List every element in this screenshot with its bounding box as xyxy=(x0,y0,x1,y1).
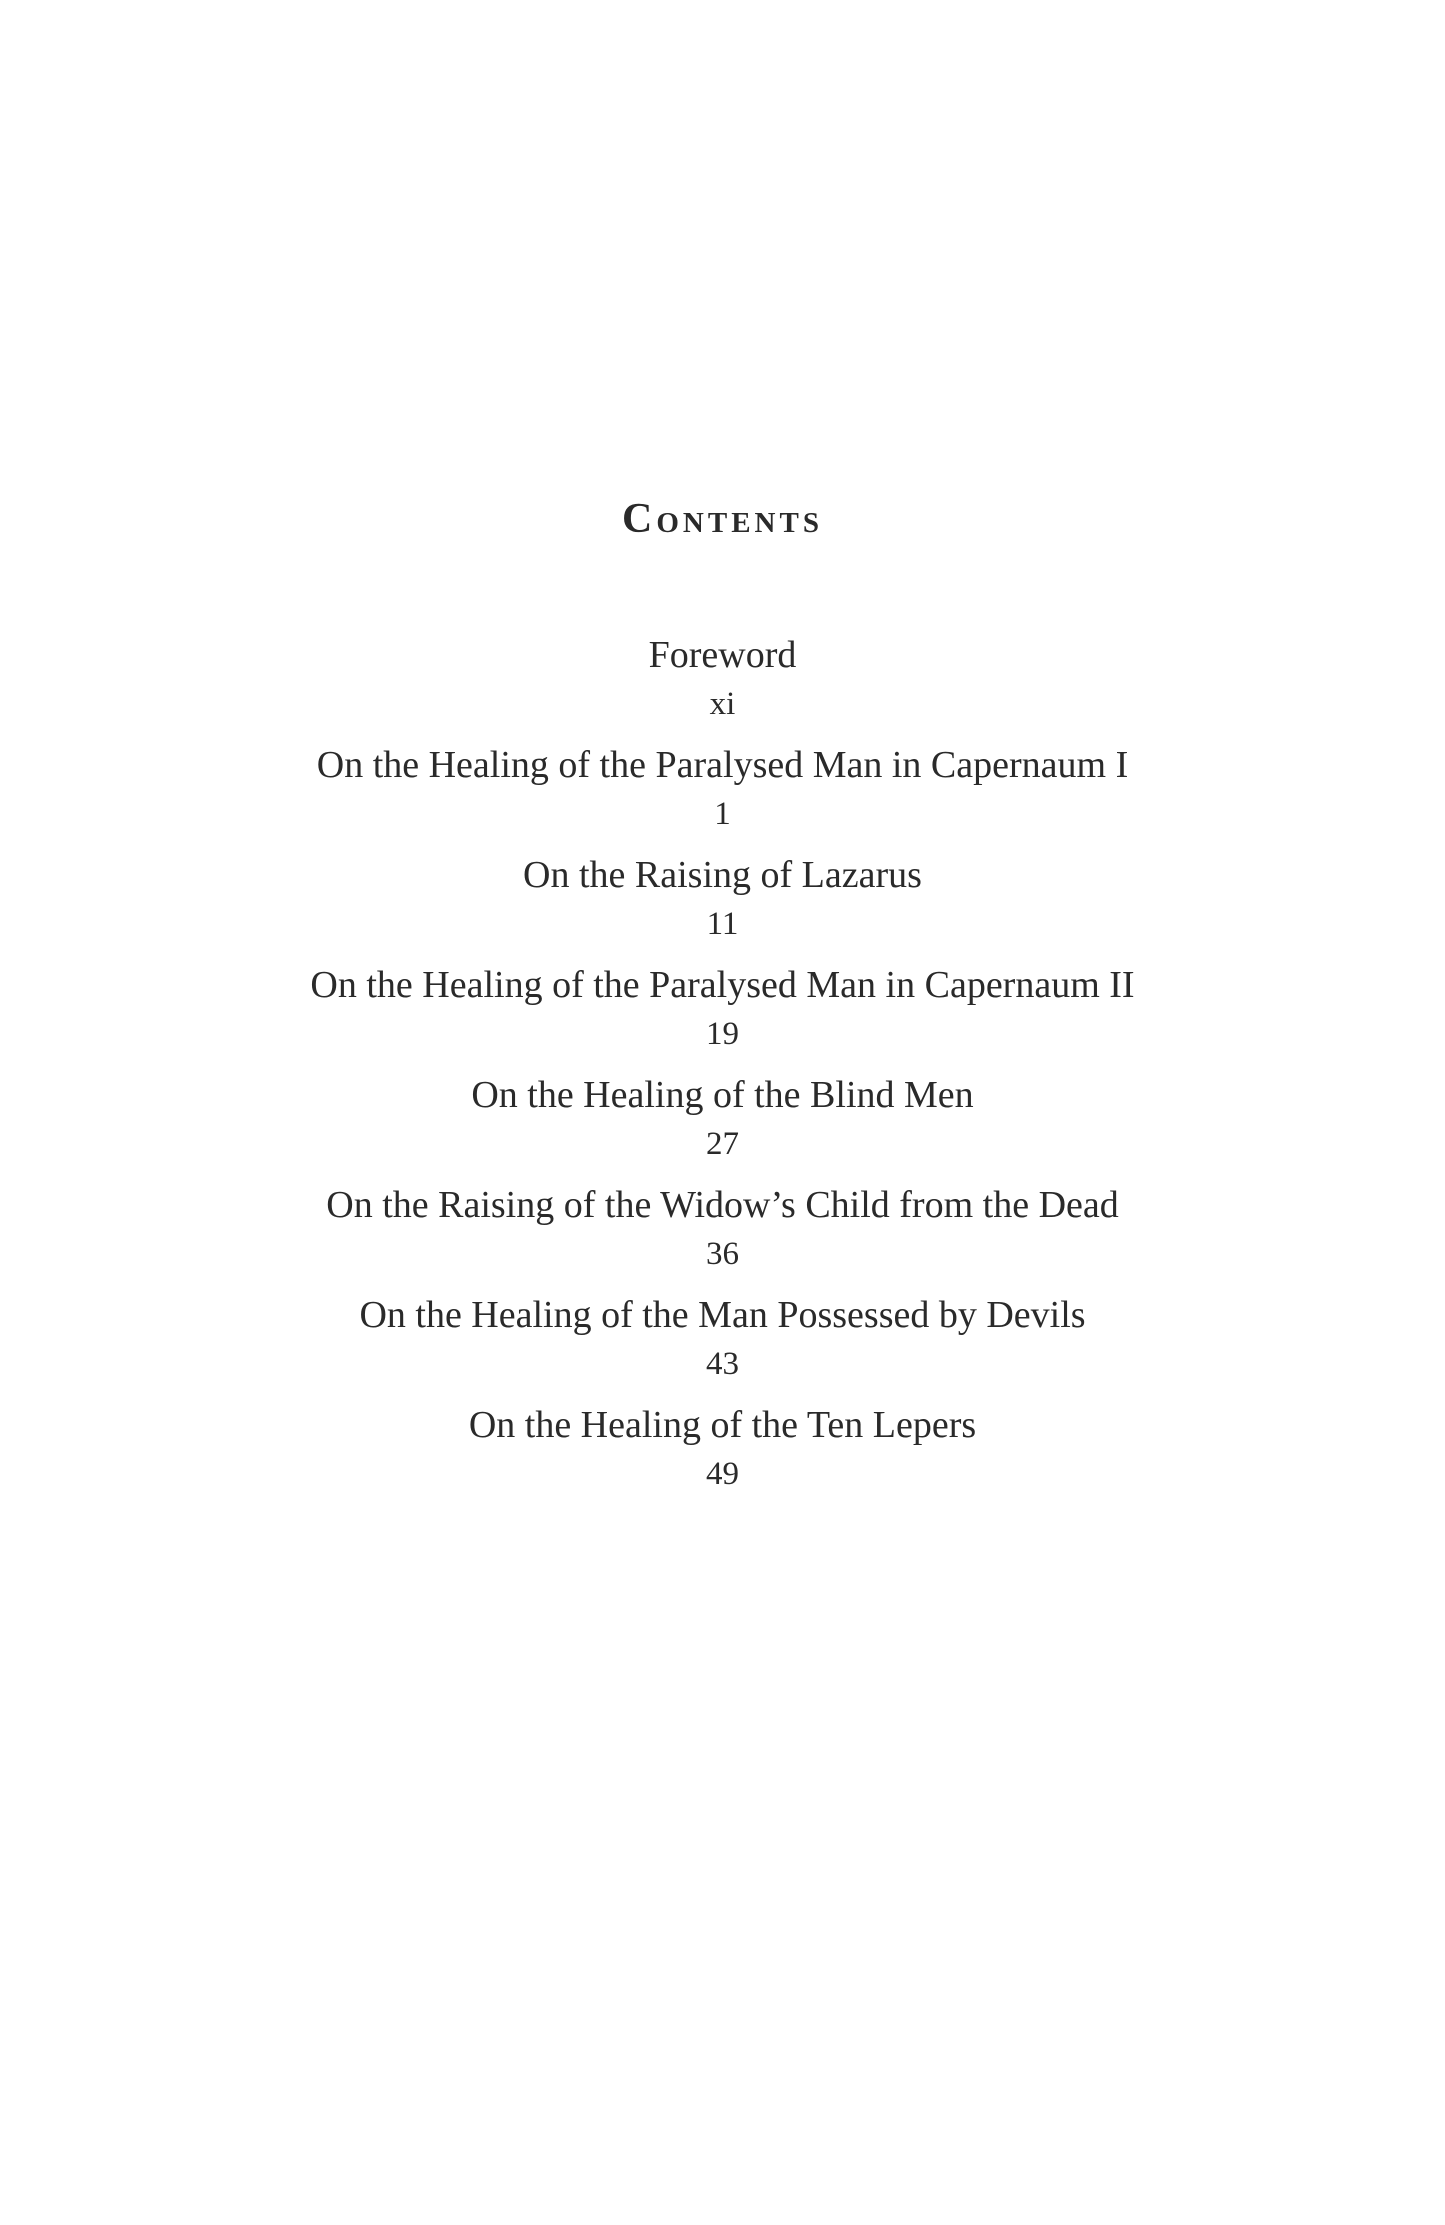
toc-entry-title: On the Healing of the Man Possessed by Devils xyxy=(359,1294,1086,1336)
toc-entry[interactable] xyxy=(0,958,1445,1068)
toc-entry-page: 36 xyxy=(706,1236,739,1272)
toc-entry-page: 1 xyxy=(714,796,731,832)
toc-entry-title: On the Healing of the Blind Men xyxy=(471,1074,974,1116)
toc-entry[interactable] xyxy=(0,1178,1445,1288)
toc-entry-title: On the Raising of Lazarus xyxy=(523,854,922,896)
contents-heading: Contents xyxy=(622,496,823,543)
toc-entry-page: 43 xyxy=(706,1346,739,1382)
toc-entry-title: On the Raising of the Widow’s Child from the Dead xyxy=(326,1184,1119,1226)
toc-entry-title: Foreword xyxy=(648,634,797,676)
toc-entry-page: 19 xyxy=(706,1016,739,1052)
toc-entry[interactable] xyxy=(0,848,1445,958)
toc-entry[interactable] xyxy=(0,738,1445,848)
toc-entry-title: On the Healing of the Paralysed Man in Capernaum I xyxy=(316,744,1129,786)
toc-entry[interactable] xyxy=(0,628,1445,738)
toc-entry-page: 49 xyxy=(706,1456,739,1492)
table-of-contents xyxy=(0,628,1445,1508)
toc-entry[interactable] xyxy=(0,1398,1445,1508)
toc-entry[interactable] xyxy=(0,1288,1445,1398)
toc-entry-title: On the Healing of the Ten Lepers xyxy=(468,1404,977,1446)
toc-entry-page: 27 xyxy=(706,1126,739,1162)
toc-entry-page: 11 xyxy=(706,906,739,942)
toc-entry[interactable] xyxy=(0,1068,1445,1178)
toc-entry-title: On the Healing of the Paralysed Man in Capernaum II xyxy=(310,964,1135,1006)
toc-entry-page: xi xyxy=(709,686,736,722)
